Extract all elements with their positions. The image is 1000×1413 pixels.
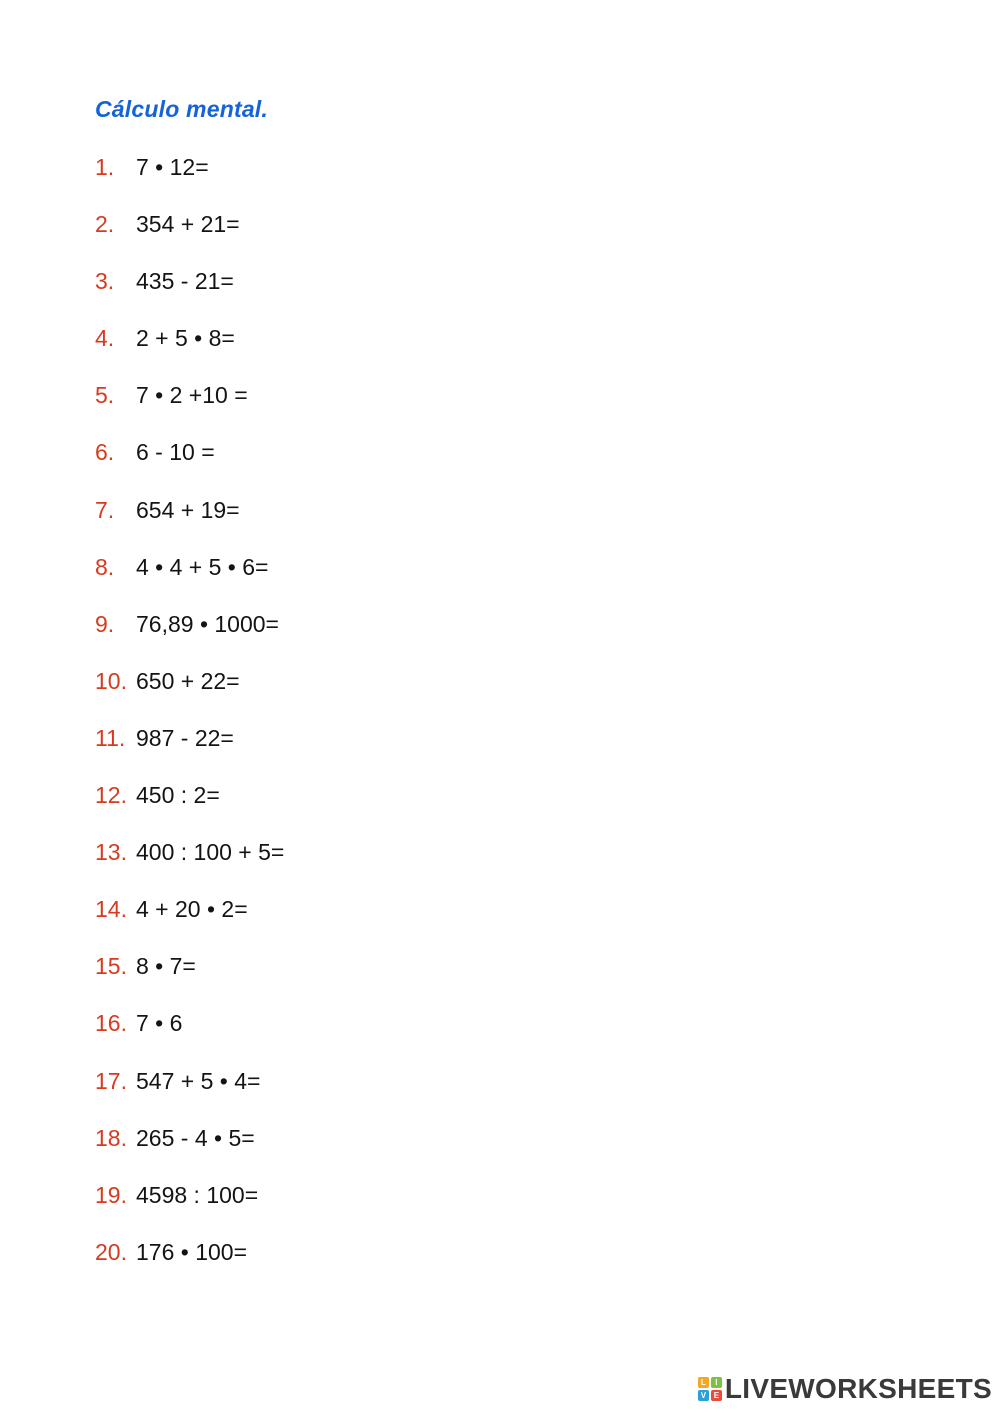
problem-expression: 2 + 5 • 8= <box>136 325 235 352</box>
problem-expression: 7 • 2 +10 = <box>136 382 248 409</box>
problem-number: 15. <box>95 953 127 980</box>
logo-tile-e: E <box>711 1390 722 1401</box>
list-item <box>95 609 695 666</box>
problem-number: 13. <box>95 839 127 866</box>
list-item <box>95 837 695 894</box>
problem-number: 19. <box>95 1181 127 1208</box>
problem-expression: 4598 : 100= <box>136 1181 259 1208</box>
problem-number: 10. <box>95 667 127 694</box>
problem-expression: 650 + 22= <box>136 667 240 694</box>
list-item <box>95 894 695 951</box>
problem-expression: 435 - 21= <box>136 268 234 295</box>
list-item <box>95 723 695 780</box>
list-item <box>95 209 695 266</box>
list-item <box>95 951 695 1008</box>
list-item <box>95 666 695 723</box>
list-item <box>95 552 695 609</box>
list-item <box>95 437 695 494</box>
problem-expression: 354 + 21= <box>136 211 240 238</box>
list-item <box>95 1237 695 1294</box>
problem-number: 12. <box>95 782 127 809</box>
problem-expression: 265 - 4 • 5= <box>136 1124 255 1151</box>
problem-number: 20. <box>95 1238 127 1265</box>
problem-number: 1. <box>95 154 115 180</box>
problem-expression: 76,89 • 1000= <box>136 610 279 637</box>
liveworksheets-branding <box>698 1373 992 1405</box>
problem-number: 8. <box>95 553 115 580</box>
problem-expression: 654 + 19= <box>136 496 240 523</box>
logo-tile-i: I <box>711 1377 722 1388</box>
problem-number: 16. <box>95 1010 127 1037</box>
problem-number: 11. <box>95 724 126 751</box>
problem-expression: 4 + 20 • 2= <box>136 896 248 923</box>
problem-expression: 7 • 6 <box>136 1010 183 1037</box>
problem-list <box>95 152 695 1294</box>
problem-number: 6. <box>95 439 115 466</box>
problem-expression: 176 • 100= <box>136 1238 248 1265</box>
list-item <box>95 266 695 323</box>
problem-expression: 4 • 4 + 5 • 6= <box>136 553 269 580</box>
problem-expression: 7 • 12= <box>136 154 209 180</box>
liveworksheets-logo-icon <box>698 1377 722 1401</box>
list-item <box>95 152 695 209</box>
brand-name: LIVEWORKSHEETS <box>724 1373 992 1404</box>
problem-expression: 450 : 2= <box>136 782 220 809</box>
list-item <box>95 323 695 380</box>
problem-number: 14. <box>95 896 127 923</box>
problem-number: 17. <box>95 1067 127 1094</box>
problem-expression: 547 + 5 • 4= <box>136 1067 261 1094</box>
list-item <box>95 1066 695 1123</box>
problem-number: 9. <box>95 610 115 637</box>
list-item <box>95 495 695 552</box>
problem-number: 2. <box>95 211 115 238</box>
problem-number: 4. <box>95 325 115 352</box>
logo-tile-v: V <box>698 1390 709 1401</box>
page-title: Cálculo mental. <box>95 96 268 122</box>
problem-number: 7. <box>95 496 115 523</box>
list-item <box>95 1008 695 1065</box>
list-item <box>95 380 695 437</box>
problem-expression: 400 : 100 + 5= <box>136 839 285 866</box>
list-item <box>95 1180 695 1237</box>
problem-expression: 8 • 7= <box>136 953 196 980</box>
problem-expression: 987 - 22= <box>136 724 234 751</box>
list-item <box>95 780 695 837</box>
list-item <box>95 1123 695 1180</box>
problem-number: 3. <box>95 268 115 295</box>
logo-tile-l: L <box>698 1377 709 1388</box>
problem-number: 5. <box>95 382 115 409</box>
problem-number: 18. <box>95 1124 127 1151</box>
problem-expression: 6 - 10 = <box>136 439 215 466</box>
